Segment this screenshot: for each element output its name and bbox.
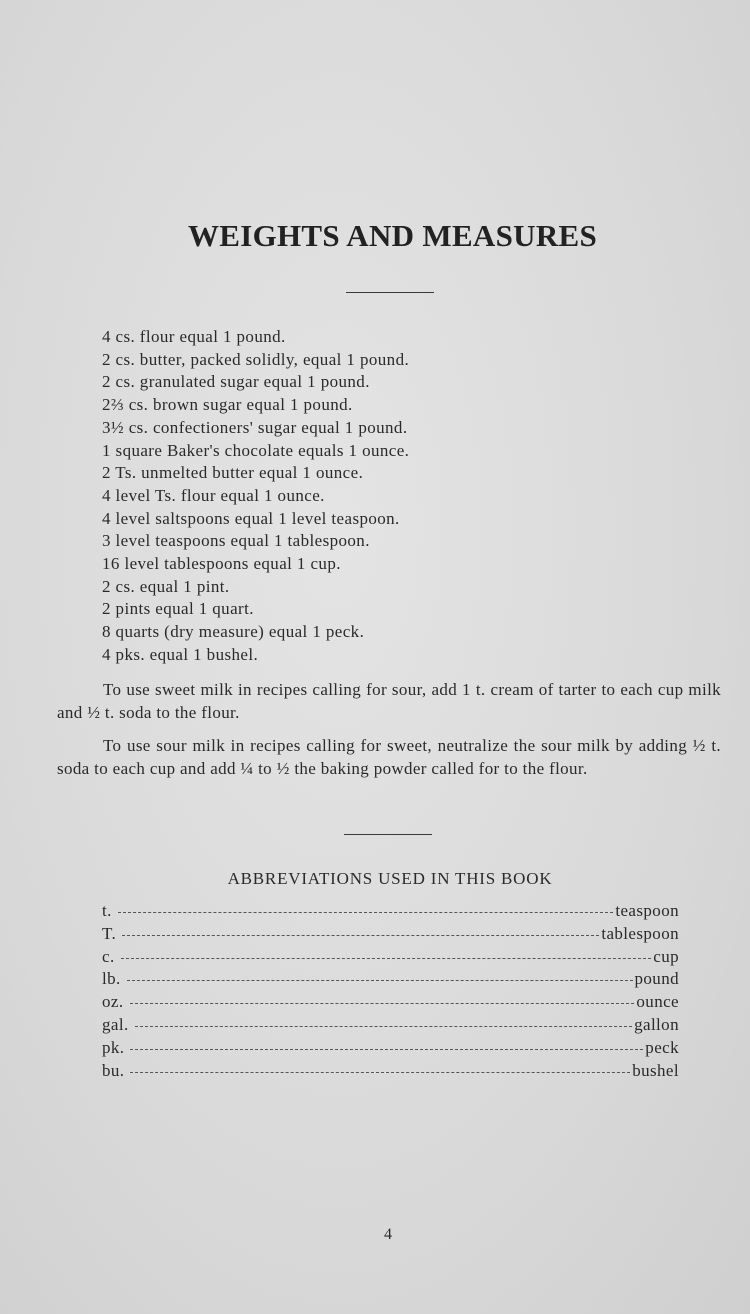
abbreviation-row [102, 992, 679, 1015]
abbreviation-meaning: pound [634, 969, 679, 989]
measures-list [102, 326, 409, 667]
abbreviation: gal. [102, 1014, 129, 1034]
abbreviation-row [102, 1038, 679, 1061]
title-divider [346, 292, 434, 293]
section-divider [344, 834, 432, 835]
abbreviation-row [102, 969, 679, 992]
dot-leader [130, 1072, 630, 1073]
abbreviation-meaning: ounce [636, 992, 679, 1012]
abbreviation-meaning: cup [653, 946, 679, 966]
list-item: 2 Ts. unmelted butter equal 1 ounce. [102, 463, 364, 483]
list-item: 2 cs. equal 1 pint. [102, 576, 230, 596]
list-item: 2 cs. butter, packed solidly, equal 1 pound. [102, 349, 410, 369]
list-item: 1 square Baker's chocolate equals 1 ounce. [102, 440, 410, 460]
abbreviation-row [102, 1061, 679, 1084]
abbreviations-heading: ABBREVIATIONS USED IN THIS BOOK [227, 869, 553, 888]
dot-leader [135, 1026, 632, 1027]
list-item: 2⅔ cs. brown sugar equal 1 pound. [102, 395, 353, 415]
abbreviation: bu. [102, 1060, 125, 1080]
abbreviation: lb. [102, 969, 121, 989]
abbreviation: c. [102, 946, 115, 966]
list-item: 3 level teaspoons equal 1 tablespoon. [102, 531, 370, 551]
list-item: 8 quarts (dry measure) equal 1 peck. [102, 622, 365, 642]
abbreviation-row [102, 947, 679, 970]
list-item: 3½ cs. confectioners' sugar equal 1 pound. [102, 417, 408, 437]
abbreviation-meaning: bushel [632, 1060, 679, 1080]
list-item: 4 cs. flour equal 1 pound. [102, 327, 286, 346]
list-item: 2 pints equal 1 quart. [102, 599, 254, 619]
page-number: 4 [384, 1226, 392, 1243]
dot-leader [122, 935, 599, 936]
dot-leader [130, 1049, 643, 1050]
abbreviation-row [102, 901, 679, 924]
list-item: 4 pks. equal 1 bushel. [102, 644, 259, 664]
abbreviation-row [102, 924, 679, 947]
abbreviation-meaning: teaspoon [615, 901, 679, 920]
abbreviation: oz. [102, 992, 124, 1012]
sweet-milk-paragraph: To use sweet milk in recipes calling for sour, add 1 t. cream of tarter to each cup milk and ½ t. soda to the flour. [57, 680, 721, 722]
abbreviation: t. [102, 901, 112, 920]
dot-leader [121, 958, 652, 959]
abbreviation-meaning: tablespoon [601, 923, 679, 943]
dot-leader [118, 912, 614, 913]
dot-leader [130, 1003, 635, 1004]
list-item: 4 level saltspoons equal 1 level teaspoon. [102, 508, 400, 528]
abbreviation-meaning: gallon [634, 1014, 679, 1034]
abbreviation: pk. [102, 1037, 125, 1057]
list-item: 16 level tablespoons equal 1 cup. [102, 554, 341, 574]
abbreviation-row [102, 1015, 679, 1038]
abbreviation: T. [102, 923, 117, 943]
page-title: WEIGHTS AND MEASURES [187, 218, 598, 253]
list-item: 2 cs. granulated sugar equal 1 pound. [102, 372, 370, 392]
abbreviations-list [102, 901, 679, 1083]
list-item: 4 level Ts. flour equal 1 ounce. [102, 485, 325, 505]
abbreviation-meaning: peck [645, 1037, 679, 1057]
sour-milk-paragraph: To use sour milk in recipes calling for sweet, neutralize the sour milk by adding ½ t. soda to each cup and add ¼ to ½ the baking powder called for to the flour. [57, 736, 721, 778]
dot-leader [127, 980, 633, 981]
